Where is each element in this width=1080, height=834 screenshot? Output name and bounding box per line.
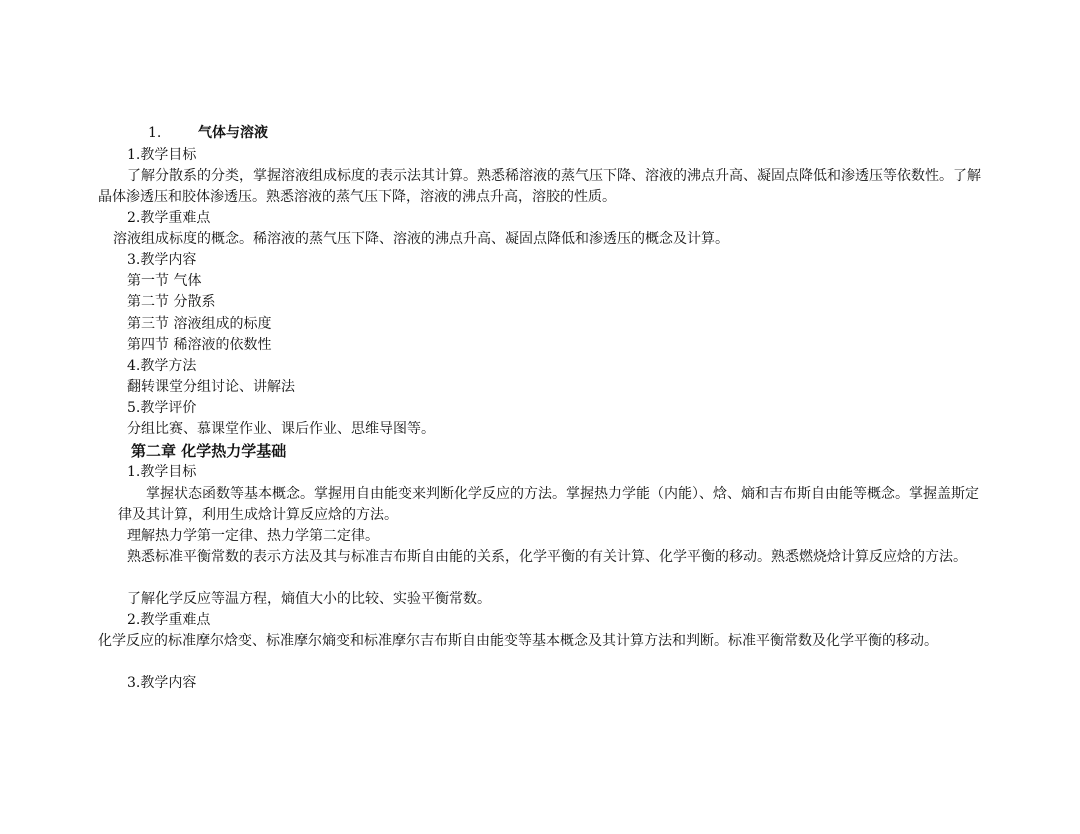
section-number: 1. <box>148 125 162 141</box>
difficulty-paragraph: 溶液组成标度的概念。稀溶液的蒸气压下降、溶液的沸点升高、凝固点降低和渗透压的概念及计算。 <box>113 231 729 247</box>
content-item: 第四节 稀溶液的依数性 <box>127 337 272 353</box>
method-heading: 4.教学方法 <box>127 358 197 374</box>
content-heading: 3.教学内容 <box>127 252 197 268</box>
difficulty-heading: 2.教学重难点 <box>127 612 211 628</box>
content-item: 第二节 分散系 <box>127 294 216 310</box>
goals-heading: 1.教学目标 <box>127 464 197 480</box>
content-item: 第三节 溶液组成的标度 <box>127 316 272 332</box>
method-text: 翻转课堂分组讨论、讲解法 <box>127 379 295 395</box>
content-heading: 3.教学内容 <box>127 675 197 691</box>
chapter-title: 第二章 化学热力学基础 <box>131 442 287 460</box>
content-item: 第一节 气体 <box>127 273 202 289</box>
difficulty-paragraph: 化学反应的标准摩尔焓变、标准摩尔熵变和标准摩尔吉布斯自由能变等基本概念及其计算方法和判断。标准平衡常数及化学平衡的移动。 <box>98 633 938 649</box>
goals-paragraph: 了解化学反应等温方程，熵值大小的比较、实验平衡常数。 <box>127 591 491 607</box>
goals-paragraph: 掌握状态函数等基本概念。掌握用自由能变来判断化学反应的方法。掌握热力学能（内能）、焓、熵和吉布斯自由能等概念。掌握盖斯定律及其计算，利用生成焓计算反应焓的方法。 <box>118 486 979 523</box>
section-title: 气体与溶液 <box>198 125 268 141</box>
evaluation-heading: 5.教学评价 <box>127 400 197 416</box>
difficulty-heading: 2.教学重难点 <box>127 210 211 226</box>
evaluation-text: 分组比赛、慕课堂作业、课后作业、思维导图等。 <box>127 421 435 437</box>
goals-paragraph: 了解分散系的分类，掌握溶液组成标度的表示法其计算。熟悉稀溶液的蒸气压下降、溶液的沸点升高、凝固点降低和渗透压等依数性。了解晶体渗透压和胶体渗透压。熟悉溶液的蒸气压下降，溶液的沸点升高，溶胶的性质。 <box>98 168 981 205</box>
goals-paragraph: 熟悉标准平衡常数的表示方法及其与标准吉布斯自由能的关系，化学平衡的有关计算、化学平衡的移动。熟悉燃烧焓计算反应焓的方法。 <box>127 549 967 565</box>
goals-paragraph: 理解热力学第一定律、热力学第二定律。 <box>127 528 379 544</box>
goals-heading: 1.教学目标 <box>127 147 197 163</box>
